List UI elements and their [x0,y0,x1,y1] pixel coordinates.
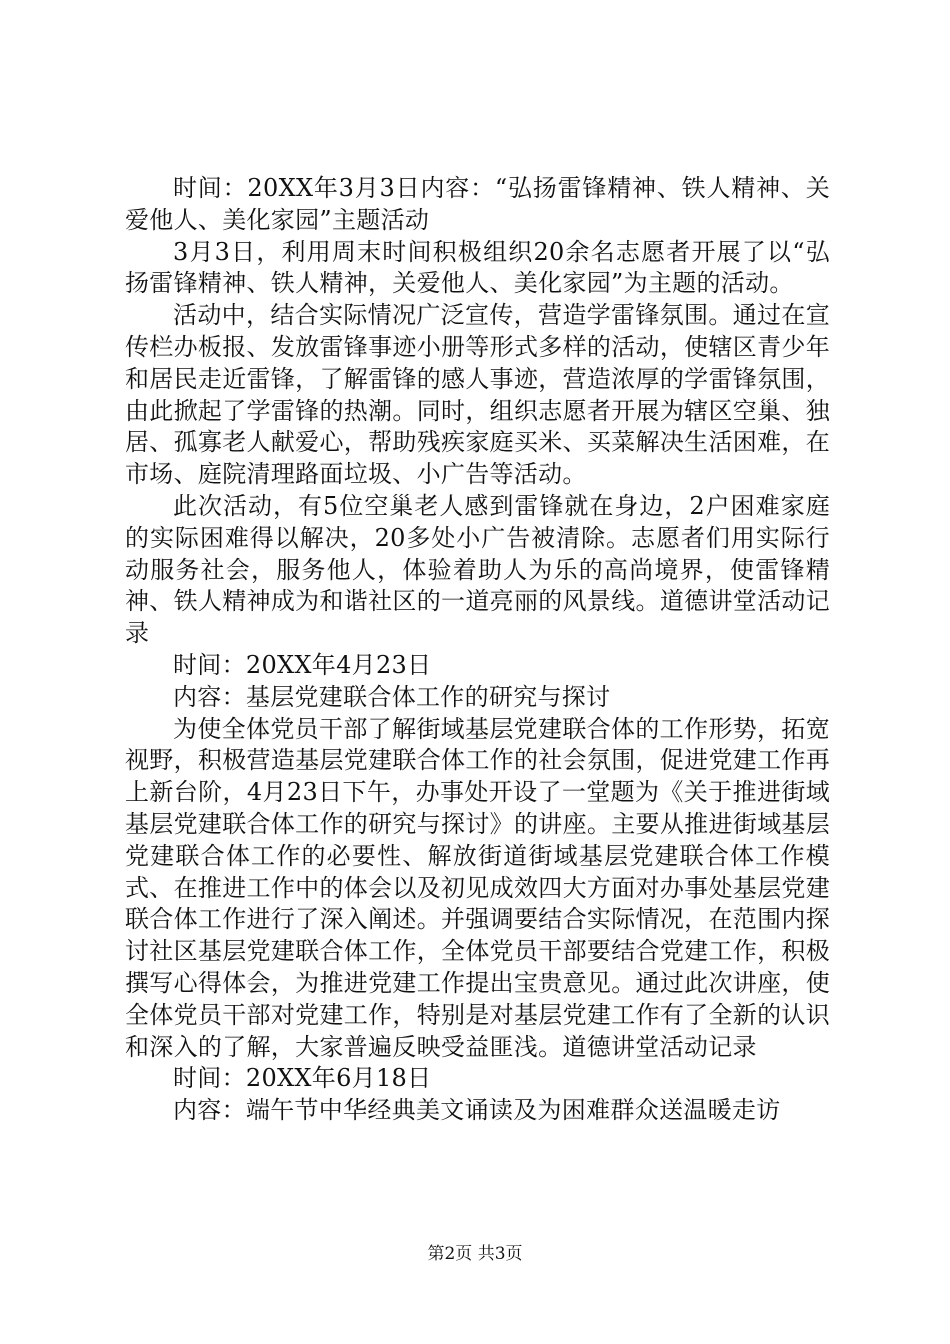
paragraph-1: 时间：20XX年3月3日内容：“弘扬雷锋精神、铁人精神、关爱他人、美化家园”主题活动 [125,174,830,234]
document-body [125,173,830,1127]
page-number-footer: 第2页 共3页 [427,1244,523,1264]
paragraph-7: 为使全体党员干部了解街域基层党建联合体的工作形势，拓宽视野，积极营造基层党建联合体工作的社会氛围，促进党建工作再上新台阶，4月23日下午，办事处开设了一堂题为《关于推进街域基层党建联合体工作的研究与探讨》的讲座。主要从推进街域基层党建联合体工作的必要性、解放街道街域基层党建联合体工作模式、在推进工作中的体会以及初见成效四大方面对办事处基层党建联合体工作进行了深入阐述。并强调要结合实际情况，在范围内探讨社区基层党建联合体工作，全体党员干部要结合党建工作，积极撰写心得体会，为推进党建工作提出宝贵意见。通过此次讲座，使全体党员干部对党建工作，特别是对基层党建工作有了全新的认识和深入的了解，大家普遍反映受益匪浅。道德讲堂活动记录 [125,714,830,1061]
paragraph-5: 时间：20XX年4月23日 [173,650,432,679]
paragraph-6: 内容：基层党建联合体工作的研究与探讨 [173,682,611,711]
paragraph-4: 此次活动，有5位空巢老人感到雷锋就在身边，2户困难家庭的实际困难得以解决，20多处小广告被清除。志愿者们用实际行动服务社会，服务他人，体验着助人为乐的高尚境界，使雷锋精神、铁人精神成为和谐社区的一道亮丽的风景线。道德讲堂活动记录 [125,491,830,648]
paragraph-2: 3月3日，利用周末时间积极组织20余名志愿者开展了以“弘扬雷锋精神、铁人精神，关爱他人、美化家园”为主题的活动。 [125,237,830,298]
paragraph-8: 时间：20XX年6月18日 [173,1064,432,1093]
paragraph-3: 活动中，结合实际情况广泛宣传，营造学雷锋氛围。通过在宣传栏办板报、发放雷锋事迹小册等形式多样的活动，使辖区青少年和居民走近雷锋，了解雷锋的感人事迹，营造浓厚的学雷锋氛围，由此掀起了学雷锋的热潮。同时，组织志愿者开展为辖区空巢、独居、孤寡老人献爱心，帮助残疾家庭买米、买菜解决生活困难，在市场、庭院清理路面垃圾、小广告等活动。 [125,301,830,489]
paragraph-9: 内容：端午节中华经典美文诵读及为困难群众送温暖走访 [173,1096,781,1125]
